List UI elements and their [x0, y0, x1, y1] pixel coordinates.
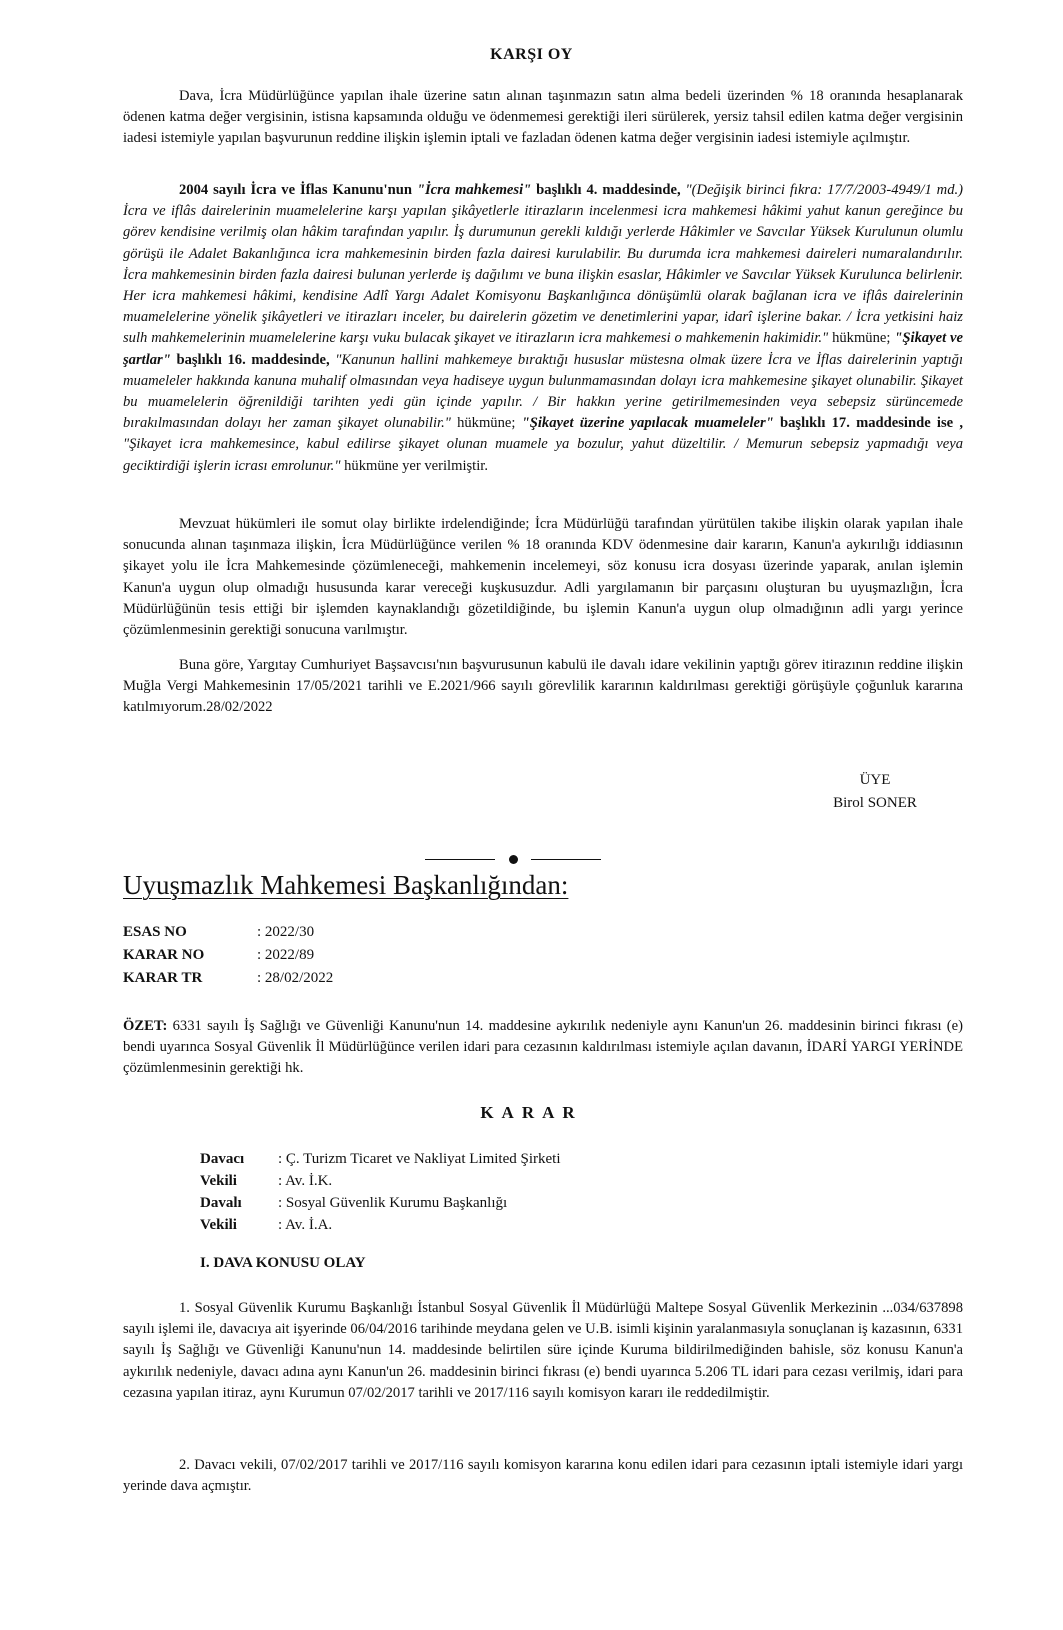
dissent-heading: KARŞI OY — [490, 46, 573, 63]
dissent-paragraph-3: Mevzuat hükümleri ile somut olay birlikte irdelendiğinde; İcra Müdürlüğü tarafından yürütülen takibe ilişkin olarak yapılan ihale sonucunda alınan taşınmaza ilişkin, İcra Müdürlüğünce verilen % 18 oranında KDV ödenmesine dair kararın, Kanun'a aykırılığı iddiasının şikayet yolu ile İcra Mahkemesinde çözümleneceği, mahkemenin incelemeyi, söz konusu icra dosyası üzerinde yaparak, anılan işlemin Kanun'a uygun olup olmadığı hususunda karar vereceği kuşkusuzdur. Adli yargılamanın bir parçasını oluşturan bu uyuşmazlığın, İcra Müdürlüğünün tesis ettiği bir işlemden kaynaklandığı gözetildiğinde, bu işlemin Kanun'a uygun olup olmadığının adli yargı yerince çözümlenmesinin gerektiği sonucuna varılmıştır. — [123, 516, 963, 639]
section-divider — [425, 853, 605, 867]
ozet-text: 6331 sayılı İş Sağlığı ve Güvenliği Kanunu'nun 14. maddesine aykırılık nedeniyle aynı Kanun'un 26. maddesinin birinci fıkrası (e) bendi uyarınca Sosyal Güvenlik İl Müdürlüğünce verilen idari para cezasının kaldırılması istemiyle açılan davanın, İDARİ YARGI YERİNDE çözümlenmesinin gerektiği hk. — [123, 1018, 963, 1077]
section-heading: I. DAVA KONUSU OLAY — [200, 1255, 366, 1271]
fact-paragraph-1: 1. Sosyal Güvenlik Kurumu Başkanlığı İstanbul Sosyal Güvenlik İl Müdürlüğü Maltepe Sosyal Güvenlik Merkezinin ...034/637898 sayılı işlemi ile, davacıya ait işyerinde 06/04/2016 tarihinde meydana gelen ve U.B. isimli kişinin yaralanmasıyla sonuçlanan iş kazasının, 6331 sayılı İş Sağlığı ve Güvenliği Kanunu'nun 14. maddesinde belirtilen süre içinde Kuruma bildirilmediğinden bahisle, söz konusu Kanun'a aykırılık nedeniyle, davacı adına aynı Kanun'un 26. maddesinin birinci fıkrası (e) bendi uyarınca 5.206 TL idari para cezası verilmiş, idari para cezasına yapılan itiraz, aynı Kurumun 07/02/2017 tarihli ve 2017/116 sayılı komisyon kararı ile reddedilmiştir. — [123, 1300, 963, 1401]
court-title: Uyuşmazlık Mahkemesi Başkanlığından: — [123, 870, 569, 900]
esas-no-label: ESAS NO — [123, 924, 187, 940]
dissent-paragraph-2: 2004 sayılı İcra ve İflas Kanunu'nun "İcra mahkemesi" başlıklı 4. maddesinde, "(Değişik birinci fıkra: 17/7/2003-4949/1 md.) İcra ve iflâs dairelerinin muamelelerine karşı yapılan şikâyetlerle itirazların incelenmesi icra mahkemesi hâkimi yahut kanun gereğince bu görev kendisine verilmiş olan hâkim tarafından yapılır. İş durumunun gerekli kıldığı yerlerde Hâkimler ve Savcılar Yüksek Kurulunun olumlu görüşü ile Adalet Bakanlığınca icra mahkemesinin birden fazla dairesi kurulabilir. Bu durumda icra mahkemesi daireleri numaralandırılır. İcra mahkemesinin birden fazla dairesi bulunan yerlerde iş dağılımı ve buna ilişkin esaslar, Hâkimler ve Savcılar Yüksek Kurulunca belirlenir. Her icra mahkemesi hâkimi, kendisine Adlî Yargı Adalet Komisyonu Başkanlığınca dönüşümlü olarak bağlanan icra ve iflâs dairelerinin muamelelerine yönelik şikâyetleri ve itirazları inceler, bu dairelerin gözetim ve denetimlerini yapar, idarî işlerine bakar. / İcra yetkisini haiz sulh mahkemelerinin muamelelerine karşı vuku bulacak şikayet ve itirazların icra mahkemesi o mahkemenin hakimidir." hükmüne; "Şikayet ve şartlar" başlıklı 16. maddesinde, "Kanunun hallini mahkemeye bıraktığı hususlar müstesna olmak üzere İcra ve İflas dairelerinin yaptığı muameleler hakkında kanuna muhalif olmasından veya hadiseye uygun bulunmamasından dolayı icra mahkemesine şikayet olunabilir. Şikayet bu muamelelerin öğrenildiği tarihten yedi gün içinde yapılır. / Bir hakkın yerine getirilmemesinden veya sebepsiz sürüncemede bırakılmasından dolayı her zaman şikayet olunabilir." hükmüne; "Şikayet üzerine yapılacak muameleler" başlıklı 17. maddesinde ise , "Şikayet icra mahkemesince, kabul edilirse şikayet olunan muamele ya bozulur, yahut düzeltilir. / Memurun sebepsiz yapmadığı veya geciktirdiği işlerin icrası emrolunur." hükmüne yer verilmiştir. — [123, 182, 964, 474]
fact-paragraph-2: 2. Davacı vekili, 07/02/2017 tarihli ve 2017/116 sayılı komisyon kararına konu edilen idari para cezasının iptali istemiyle idari yargı yerinde dava açmıştır. — [123, 1457, 963, 1495]
ozet-paragraph — [123, 1016, 963, 1080]
signer-name: Birol SONER — [833, 795, 917, 811]
karar-no-label: KARAR NO — [123, 947, 205, 963]
divider-dot — [509, 855, 518, 864]
document-page: KARŞI OY Dava, İcra Müdürlüğünce yapılan ihale üzerine satın alınan taşınmazın satın alma bedeli üzerinden % 18 oranında hesaplanarak ödenen katma değer vergisinin, istisna kapsamında olduğu ve ödenmemesi gerektiği ileri sürülerek, yersiz tahsil edilen katma değer vergisinin iadesi istemiyle yapılan başvurunun reddine ilişkin işlemin iptali ve fazladan ödenen katma değer vergisinin iadesi istemiyle açılmıştır. 2004 sayılı İcra ve İflas Kanunu'nun "İcra mahkemesi" başlıklı 4. maddesinde, "(Değişik birinci fıkra: 17/7/2003-4949/1 md.) İcra ve iflâs dairelerinin muamelelerine karşı yapılan şikâyetlerle itirazların incelenmesi icra mahkemesi hâkimi yahut kanun gereğince bu görev kendisine verilmiş olan hâkim tarafından yapılır. İş durumunun gerekli kıldığı yerlerde Hâkimler ve Savcılar Yüksek Kurulunun olumlu görüşü ile Adalet Bakanlığınca icra mahkemesinin birden fazla dairesi kurulabilir. Bu durumda icra mahkemesi daireleri numaralandırılır. İcra mahkemesinin birden fazla dairesi bulunan yerlerde iş dağılımı ve buna ilişkin esaslar, Hâkimler ve Savcılar Yüksek Kurulunca belirlenir. Her icra mahkemesi hâkimi, kendisine Adlî Yargı Adalet Komisyonu Başkanlığınca dönüşümlü olarak bağlanan icra ve iflâs dairelerinin muamelelerine yönelik şikâyetleri ve itirazları inceler, bu dairelerin gözetim ve denetimlerini yapar, idarî işlerine bakar. / İcra yetkisini haiz sulh mahkemelerinin muamelelerine karşı vuku bulacak şikayet ve itirazların icra mahkemesi o mahkemenin hakimidir." hükmüne; "Şikayet ve şartlar" başlıklı 16. maddesinde, "Kanunun hallini mahkemeye bıraktığı hususlar müstesna olmak üzere İcra ve İflas dairelerinin yaptığı muameleler hakkında kanuna muhalif olmasından veya hadiseye uygun bulunmamasından dolayı icra mahkemesine şikayet olunabilir. Şikayet bu muamelelerin öğrenildiği tarihten yedi gün içinde yapılır. / Bir hakkın yerine getirilmemesinden veya sebepsiz sürüncemede bırakılmasından dolayı her zaman şikayet olunabilir." hükmüne; "Şikayet üzerine yapılacak muameleler" başlıklı 17. maddesinde ise , "Şikayet icra mahkemesince, kabul edilirse şikayet olunan muamele ya bozulur, yahut düzeltilir. / Memurun sebepsiz yapmadığı veya geciktirdiği işlerin icrası emrolunur." hükmüne yer verilmiştir. Mevzuat hükümleri ile somut olay birlikte irdelendiğinde; İcra Müdürlüğü tarafından yürütülen takibe ilişkin olarak yapılan ihale sonucunda alınan taşınmaza ilişkin, İcra Müdürlüğünce verilen % 18 oranında KDV ödenmesine dair kararın, Kanun'a aykırılığı iddiasının şikayet yolu ile İcra Mahkemesinde çözümleneceği, mahkemenin incelemeyi, söz konusu icra dosyası üzerinde yaparak, anılan işlemin Kanun'a uygun olup olmadığı hususunda karar vereceği kuşkusuzdur. Adli yargılamanın bir parçasını oluşturan bu uyuşmazlığın, İcra Müdürlüğünün tesis ettiği bir işlemden kaynaklandığı gözetildiğinde, bu işlemin Kanun'a uygun olup olmadığının adli yargı yerince çözümlenmesinin gerektiği sonucuna varılmıştır. Buna göre, Yargıtay Cumhuriyet Başsavcısı'nın başvurusunun kabulü ile davalı idare vekilinin yaptığı görev itirazının reddine ilişkin Muğla Vergi Mahkemesinin 17/05/2021 tarihli ve E.2021/966 sayılı görevlilik kararının kaldırılması gerektiği görüşüyle çoğunluk kararına katılmıyorum.28/02/2022 ÜYE Birol SONER Uyuşmazlık Mahkemesi Başkanlığından: ESAS NO : 2022/30 KARAR NO : 2022/89 KARAR TR : 28/02/2022 ÖZET: 6331 sayılı İş Sağlığı ve Güvenliği Kanunu'nun 14. maddesine aykırılık nedeniyle aynı Kanun'un 26. maddesinin birinci fıkrası (e) bendi uyarınca Sosyal Güvenlik İl Müdürlüğünce verilen idari para cezasının kaldırılması istemiyle açılan davanın, İDARİ YARGI YERİNDE çözümlenmesinin gerektiği hk. KARAR Davacı : Ç. Turizm Ticaret ve Nakliyat Limited Şirketi Vekili : Av. İ.K. Davalı : Sosyal Güvenlik Kurumu Başkanlığı Vekili : Av. İ.A. I. DAVA KONUSU OLAY 1. Sosyal Güvenlik Kurumu Başkanlığı İstanbul Sosyal Güvenlik İl Müdürlüğü Maltepe Sosyal Güvenlik Merkezinin ...034/637898 sayılı işlemi ile, davacıya ait işyerinde 06/04/2016 tarihinde meydana gelen ve U.B. isimli kişinin yaralanmasıyla sonuçlanan iş kazasının, 6331 sayılı İş Sağlığı ve Güvenliği Kanunu'nun 14. maddesinde belirtilen süre içinde Kuruma bildirilmediğinden bahisle, söz konusu Kanun'a aykırılık nedeniyle, davacı adına aynı Kanun'un 26. maddesinin birinci fıkrası (e) bendi uyarınca 5.206 TL idari para cezası verilmiş, idari para cezasına yapılan itiraz, aynı Kurumun 07/02/2017 tarihli ve 2017/116 sayılı komisyon kararı ile reddedilmiştir. 2. Davacı vekili, 07/02/2017 tarihli ve 2017/116 sayılı komisyon kararına konu edilen idari para cezasının iptali istemiyle idari yargı yerinde dava açmıştır. — [0, 0, 1063, 1630]
karar-no-value: : 2022/89 — [257, 947, 315, 963]
karar-tr-value: : 28/02/2022 — [257, 970, 334, 986]
divider-line-right — [531, 859, 601, 860]
dissent-paragraph-4: Buna göre, Yargıtay Cumhuriyet Başsavcısı'nın başvurusunun kabulü ile davalı idare vekilinin yaptığı görev itirazının reddine ilişkin Muğla Vergi Mahkemesinin 17/05/2021 tarihli ve E.2021/966 sayılı görevlilik kararının kaldırılması gerektiği görüşüyle çoğunluk kararına katılmıyorum.28/02/2022 — [123, 657, 963, 716]
dissent-paragraph-1: Dava, İcra Müdürlüğünce yapılan ihale üzerine satın alınan taşınmazın satın alma bedeli üzerinden % 18 oranında hesaplanarak ödenen katma değer vergisinin, istisna kapsamında olduğu ve ödenmemesi gerektiği ileri sürülerek, yersiz tahsil edilen katma değer vergisinin iadesi istemiyle yapılan başvurunun reddine ilişkin işlemin iptali ve fazladan ödenen katma değer vergisinin iadesi istemiyle açılmıştır. — [123, 88, 963, 147]
karar-heading: KARAR — [480, 1103, 583, 1122]
karar-tr-label: KARAR TR — [123, 970, 203, 986]
esas-no-value: : 2022/30 — [257, 924, 315, 940]
ozet-label: ÖZET: — [123, 1018, 168, 1034]
divider-line-left — [425, 859, 495, 860]
signer-title: ÜYE — [859, 772, 891, 788]
